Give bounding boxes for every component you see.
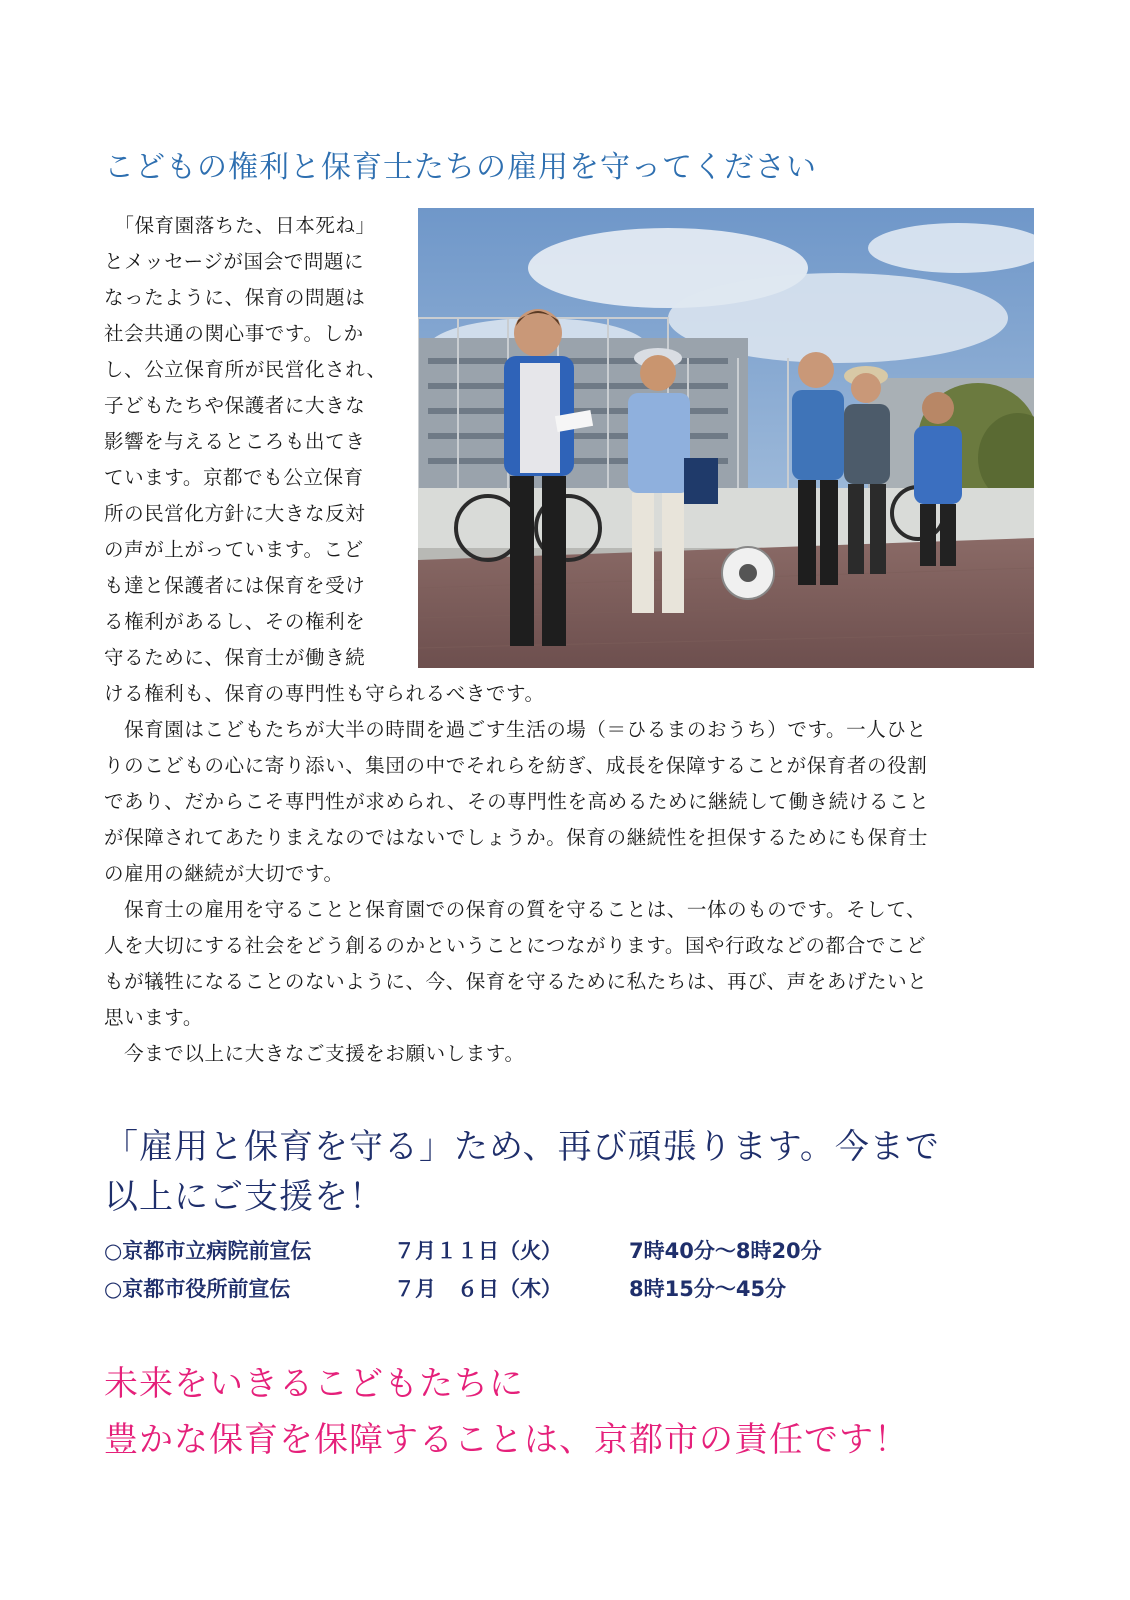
event-row (104, 1270, 1044, 1308)
body-line: ける権利も、保育の専門性も守られるべきです。 (104, 682, 545, 705)
body-line: であり、だからこそ専門性が求められ、その専門性を高めるために継続して働き続けること (104, 790, 930, 813)
event-name: ○京都市立病院前宣伝 (104, 1239, 312, 1263)
body-line: 社会共通の関心事です。しか (104, 322, 364, 345)
body-line: の雇用の継続が大切です。 (104, 862, 344, 885)
closing-line: 未来をいきるこどもたちに (104, 1364, 524, 1404)
intro-text-column (104, 208, 404, 676)
closing-line: 豊かな保育を保障することは、京都市の責任です！ (104, 1420, 909, 1460)
event-schedule (104, 1232, 1044, 1308)
street-campaign-photo (418, 208, 1034, 668)
body-line: が保障されてあたりまえなのではないでしょうか。保育の継続性を担保するためにも保育士 (104, 826, 929, 849)
event-row (104, 1232, 1044, 1270)
body-line: 守るために、保育士が働き続 (104, 646, 366, 669)
body-line: 思います。 (104, 1006, 203, 1029)
body-line: 人を大切にする社会をどう創るのかということにつながります。国や行政などの都合でこど (104, 934, 927, 957)
body-line: 保育園はこどもたちが大半の時間を過ごす生活の場（＝ひるまのおうち）です。一人ひと (104, 718, 927, 741)
body-line: もが犠牲になることのないように、今、保育を守るために私たちは、再び、声をあげたいと (104, 970, 928, 993)
body-line: なったように、保育の問題は (104, 286, 366, 309)
campaign-headline (104, 1122, 1044, 1222)
body-line: 今まで以上に大きなご支援をお願いします。 (104, 1042, 525, 1065)
body-line: の声が上がっています。こど (104, 538, 364, 561)
event-time: 7時40分～8時20分 (629, 1239, 822, 1263)
body-line: 影響を与えるところも出てき (104, 430, 366, 453)
main-body-text (104, 676, 1044, 1072)
body-line: 子どもたちや保護者に大きな (104, 394, 366, 417)
body-line: りのこどもの心に寄り添い、集団の中でそれらを紡ぎ、成長を保障することが保育者の役割 (104, 754, 928, 777)
closing-slogan (104, 1356, 1044, 1468)
headline-line: 「雇用と保育を守る」ため、再び頑張ります。今まで (104, 1127, 940, 1167)
body-line: ています。京都でも公立保育 (104, 466, 364, 489)
event-name: ○京都市役所前宣伝 (104, 1277, 291, 1301)
headline-line: 以上にご支援を！ (104, 1177, 384, 1217)
body-line: し、公立保育所が民営化され、 (104, 358, 387, 381)
photo-illustration (418, 208, 1034, 668)
event-date: ７月１１日（火） (394, 1239, 562, 1263)
body-line: る権利があるし、その権利を (104, 610, 366, 633)
body-line: 「保育園落ちた、日本死ね」 (104, 214, 376, 237)
body-line: とメッセージが国会で問題に (104, 250, 365, 273)
event-date: ７月 ６日（木） (394, 1277, 562, 1301)
event-time: 8時15分～45分 (629, 1277, 787, 1301)
body-line: も達と保護者には保育を受け (104, 574, 366, 597)
body-line: 所の民営化方針に大きな反対 (104, 502, 366, 525)
body-line: 保育士の雇用を守ることと保育園での保育の質を守ることは、一体のものです。そして、 (104, 898, 927, 921)
page-title: こどもの権利と保育士たちの雇用を守ってください (104, 150, 817, 185)
